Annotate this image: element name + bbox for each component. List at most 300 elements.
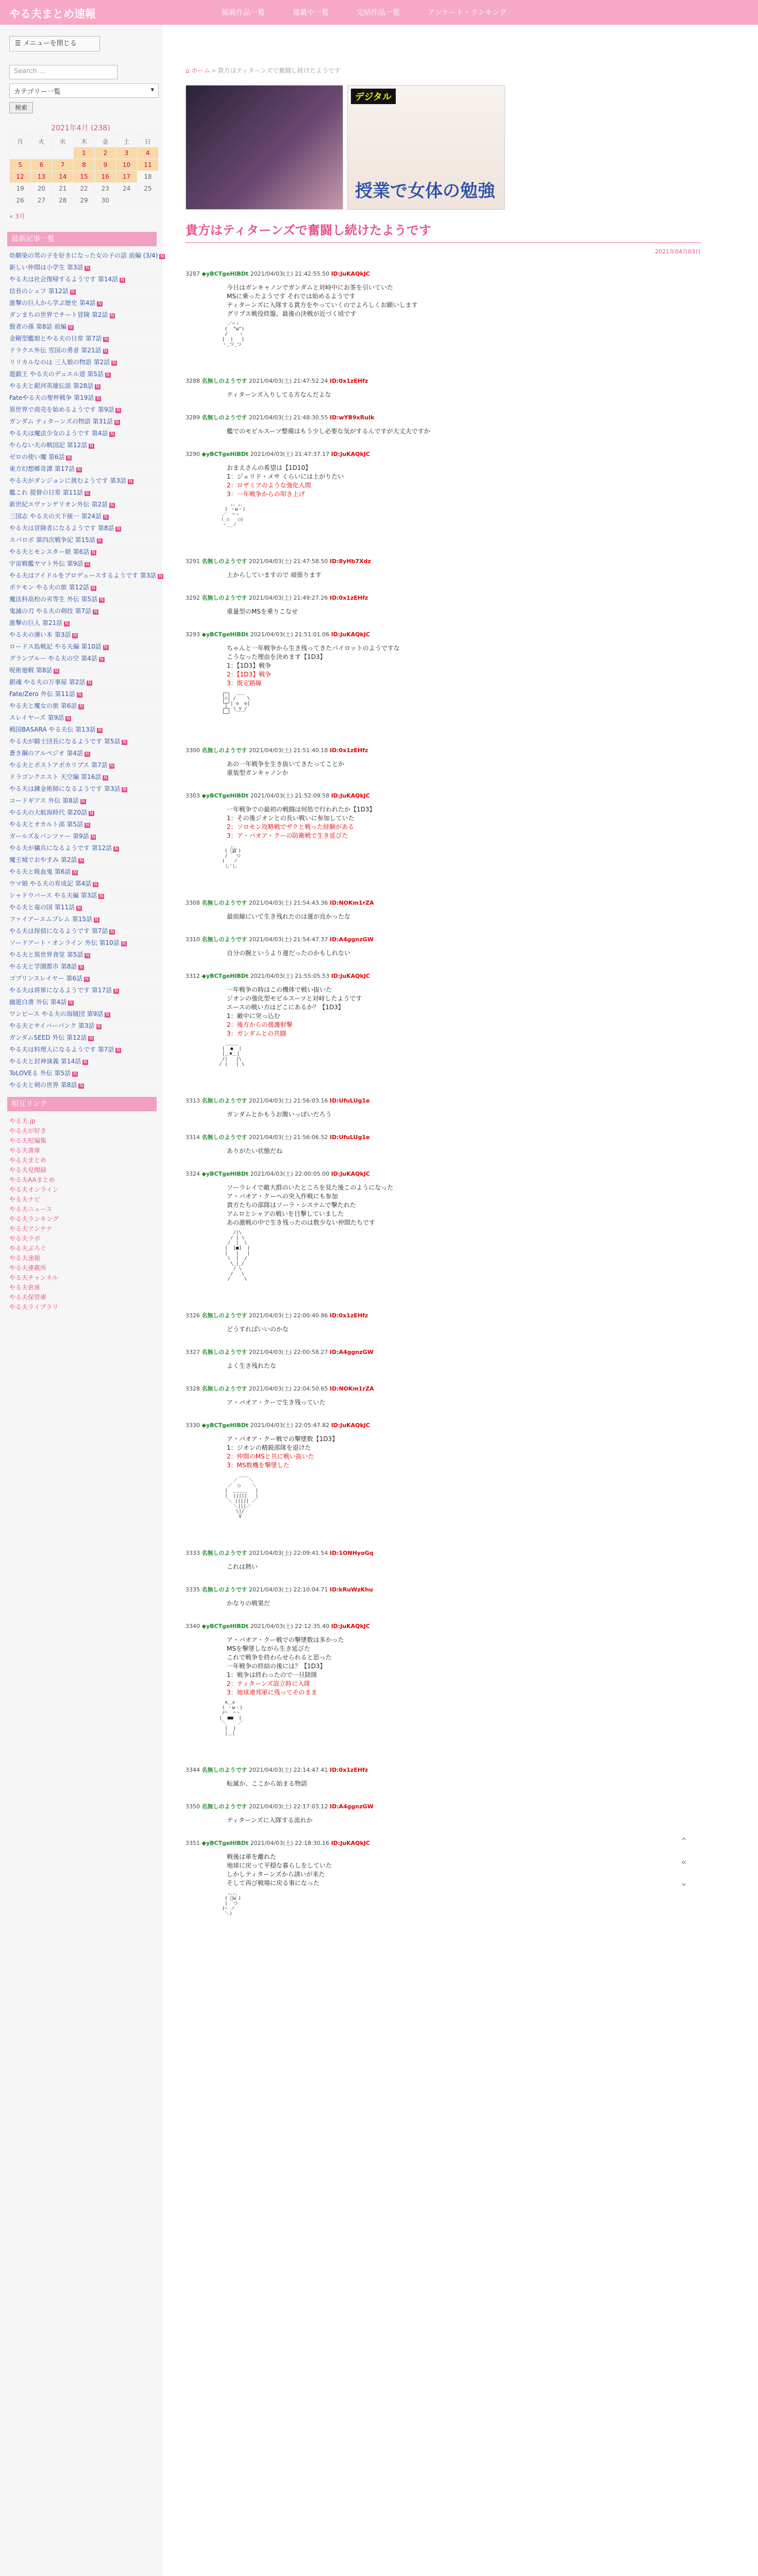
new-badge-icon: N: [89, 1036, 93, 1041]
rss-item[interactable]: [9, 653, 159, 665]
post-number: 3333: [186, 1550, 200, 1556]
rss-item[interactable]: [9, 701, 159, 713]
new-badge-icon: N: [110, 929, 114, 935]
post-id: ID:JuKAQkJC: [331, 973, 370, 979]
calendar-day[interactable]: 23: [95, 183, 116, 195]
calendar-day[interactable]: 18: [137, 171, 158, 183]
post-body: [227, 986, 701, 1038]
rss-item[interactable]: [9, 713, 159, 724]
rss-item-label: やる夫の大航海時代 第20話: [9, 809, 88, 816]
post: [186, 972, 701, 1082]
rss-item[interactable]: [9, 902, 159, 914]
post-line: 3：既定路線: [227, 680, 262, 687]
new-badge-icon: N: [110, 432, 114, 437]
post-body: [227, 1599, 701, 1608]
post-id: ID:A4ggnzGW: [329, 936, 374, 943]
post-id: ID:0x1zEHfz: [329, 378, 368, 384]
rss-item[interactable]: [9, 440, 159, 452]
post-number: 3310: [186, 936, 200, 943]
post: [186, 557, 701, 580]
rss-item-label: 賢者の孫 第8話 前編: [9, 323, 67, 330]
rss-item[interactable]: [9, 535, 159, 547]
rss-item[interactable]: [9, 1044, 159, 1056]
post-author: ◆yBCTgeHlBDt: [201, 1422, 249, 1429]
links-section-title: 相互リンク: [7, 1097, 157, 1111]
breadcrumb-home[interactable]: ホーム: [191, 67, 210, 74]
post-body: [227, 805, 701, 840]
post-line: これは熱い: [227, 1563, 258, 1570]
calendar-day[interactable]: 22: [73, 183, 94, 195]
rss-item[interactable]: [9, 819, 159, 831]
post-body: [227, 607, 701, 616]
nav-item[interactable]: 掲載作品一覧: [222, 9, 265, 17]
calendar-day[interactable]: 29: [73, 195, 94, 207]
rss-item[interactable]: [9, 274, 159, 286]
post-number: 3300: [186, 747, 200, 754]
post-body: [227, 464, 701, 499]
new-badge-icon: N: [98, 728, 102, 733]
calendar-weekday: 金: [95, 135, 116, 147]
rss-item[interactable]: [9, 795, 159, 807]
new-badge-icon: N: [73, 1072, 77, 1077]
post-body: [227, 1398, 701, 1407]
rss-item[interactable]: [9, 618, 159, 630]
post-line: ティターンズに入隊する貴方をやっていくのでよろしくお願いします: [227, 301, 418, 309]
post: [186, 1133, 701, 1156]
rss-item[interactable]: [9, 511, 159, 523]
post-number: 3290: [186, 451, 200, 457]
link-item[interactable]: やる夫チャンネル: [9, 1274, 59, 1281]
rss-item[interactable]: [9, 807, 159, 819]
rss-item[interactable]: [9, 1068, 159, 1080]
post-author: 名無しのようです: [201, 1550, 247, 1556]
link-item[interactable]: やる夫ランキング: [9, 1215, 59, 1223]
new-badge-icon: N: [85, 752, 89, 757]
link-item[interactable]: やる夫書庫: [9, 1147, 41, 1154]
ascii-art: ,､,､ ( ﾟωﾟ) | つ (⌒ ノ ＼): [222, 1891, 241, 1917]
new-badge-icon: N: [86, 953, 90, 958]
nav-item[interactable]: 連載中一覧: [293, 9, 329, 17]
rss-item[interactable]: [9, 973, 159, 985]
link-item[interactable]: やる夫ラボ: [9, 1235, 41, 1242]
rss-item[interactable]: [9, 641, 159, 653]
new-badge-icon: N: [77, 906, 81, 911]
rss-item[interactable]: [9, 606, 159, 618]
calendar-day[interactable]: 28: [52, 195, 73, 207]
rss-item[interactable]: [9, 558, 159, 570]
nav-item[interactable]: 完結作品一覧: [357, 9, 400, 17]
rss-item[interactable]: [9, 748, 159, 760]
rss-item[interactable]: [9, 890, 159, 902]
calendar-day[interactable]: 15: [73, 171, 94, 183]
rss-item[interactable]: [9, 381, 159, 393]
calendar-day[interactable]: 21: [52, 183, 73, 195]
post-header: [186, 1622, 701, 1631]
rss-item[interactable]: [9, 416, 159, 428]
calendar-day[interactable]: 19: [10, 183, 31, 195]
rss-item[interactable]: [9, 1009, 159, 1021]
post-line: かなりの戦果だ: [227, 1600, 271, 1607]
rss-item-label: 幽遊白書 外伝 第4話: [9, 998, 67, 1006]
rss-item[interactable]: [9, 985, 159, 997]
post-timestamp: 2021/04/03(土) 21:49:27.26: [249, 595, 328, 601]
calendar-day[interactable]: 30: [95, 195, 116, 207]
rss-item-label: やる夫の薄い本 第3話: [9, 631, 71, 638]
post-line: 1：敵中に突っ込む: [227, 1012, 280, 1020]
post-line: 3：地球連邦軍に残ってそのまま: [227, 1689, 317, 1696]
rss-item[interactable]: [9, 393, 159, 404]
link-item[interactable]: やる夫ぶろぐ: [9, 1245, 47, 1252]
rss-item[interactable]: [9, 547, 159, 558]
rss-item[interactable]: [9, 298, 159, 310]
banner-image-right[interactable]: [347, 85, 505, 210]
rss-item-label: 進撃の巨人から学ぶ歴史 第4話: [9, 299, 96, 307]
post-id: ID:JuKAQkJC: [331, 270, 370, 277]
new-badge-icon: N: [91, 835, 95, 840]
rss-item-label: 魔王城でおやすみ 第2話: [9, 856, 77, 863]
calendar-day[interactable]: 20: [31, 183, 52, 195]
rss-item[interactable]: [9, 286, 159, 298]
banner-image-left[interactable]: [186, 85, 343, 210]
rss-item[interactable]: [9, 262, 159, 274]
post-timestamp: 2021/04/03(土) 22:10:04.71: [249, 1586, 328, 1593]
post-line: ありがたい状態だね: [227, 1147, 283, 1155]
link-item[interactable]: やる夫アンテナ: [9, 1225, 53, 1232]
nav-item[interactable]: アンケート・ランキング: [428, 9, 507, 17]
post-author: 名無しのようです: [201, 747, 247, 754]
new-badge-icon: N: [94, 882, 97, 887]
rss-item[interactable]: [9, 570, 163, 582]
rss-item-label: 異世界で商売を始めるようです 第9話: [9, 406, 114, 413]
link-item[interactable]: やる夫まとめ: [9, 1157, 47, 1164]
new-badge-icon: N: [110, 313, 114, 318]
post-line: ちゃんと一年戦争から生き残ってきたパイロットのようですな: [227, 645, 400, 652]
new-badge-icon: N: [86, 266, 90, 271]
new-badge-icon: N: [100, 598, 104, 603]
post-header: [186, 936, 701, 944]
link-item[interactable]: やる夫ライブラリ: [9, 1303, 59, 1311]
post-header: [186, 1133, 701, 1142]
rss-item[interactable]: [9, 630, 159, 641]
rss-item[interactable]: [9, 404, 159, 416]
rss-item-label: やる夫は料理人になるようです 第7話: [9, 1046, 114, 1053]
ad-banner[interactable]: [186, 85, 701, 210]
post: [186, 936, 701, 958]
calendar-day[interactable]: 17: [116, 171, 137, 183]
rss-item[interactable]: [9, 333, 159, 345]
post: [186, 1586, 701, 1608]
link-item[interactable]: やる夫保管庫: [9, 1294, 47, 1301]
rss-item[interactable]: [9, 689, 159, 701]
menu-toggle-button[interactable]: [9, 36, 100, 52]
rss-item[interactable]: [9, 997, 159, 1009]
rss-item[interactable]: [9, 855, 159, 867]
post-timestamp: 2021/04/03(土) 22:00:58.27: [249, 1349, 328, 1355]
rss-item-label: ガールズ＆パンツァー 第9話: [9, 833, 89, 840]
post-line: ガンダムとかもうお腹いっぱいだろう: [227, 1111, 332, 1118]
post-body: [227, 1147, 701, 1156]
rss-item[interactable]: [9, 914, 159, 926]
collapse-icon[interactable]: «: [681, 1857, 687, 1868]
rss-item[interactable]: [9, 310, 159, 321]
rss-item[interactable]: [9, 487, 159, 499]
rss-item[interactable]: [9, 736, 159, 748]
post-header: [186, 1803, 701, 1811]
post-line: ア・バオア・クーで生き残っていた: [227, 1399, 326, 1406]
rss-item-label: ソードアート・オンライン 外伝 第10話: [9, 939, 120, 946]
rss-item[interactable]: [9, 464, 159, 476]
calendar-day[interactable]: 16: [95, 171, 116, 183]
rss-item[interactable]: [9, 950, 159, 961]
rss-item[interactable]: [9, 831, 159, 843]
new-badge-icon: N: [104, 515, 108, 520]
post-header: [186, 1312, 701, 1320]
new-badge-icon: N: [92, 550, 95, 555]
post-id: ID:JuKAQkJC: [331, 451, 370, 457]
link-item[interactable]: やる夫連載所: [9, 1264, 47, 1272]
post-line: アムロとシャアの戦いを目撃していました: [227, 1210, 344, 1217]
calendar-day[interactable]: 6: [31, 159, 52, 171]
rss-item-label: やる夫は冒険者になるようです 第8話: [9, 524, 114, 532]
calendar-day: [116, 195, 137, 207]
calendar-day[interactable]: 10: [116, 159, 137, 171]
rss-item[interactable]: [9, 926, 159, 938]
post: [186, 792, 701, 885]
post-line: 2：【1D3】戦争: [227, 671, 272, 678]
links-list: [9, 1116, 159, 1312]
rss-item[interactable]: [9, 250, 164, 262]
rss-item[interactable]: [9, 784, 159, 795]
calendar-day[interactable]: 2: [95, 147, 116, 159]
link-item[interactable]: やる夫.jp: [9, 1117, 36, 1125]
rss-item[interactable]: [9, 357, 159, 369]
link-item[interactable]: やる夫ニュース: [9, 1206, 53, 1213]
rss-item-label: ドラゴンクエスト 天空編 第16話: [9, 773, 102, 781]
calendar-day: [52, 147, 73, 159]
rss-item[interactable]: [9, 938, 159, 950]
post-line: 今日はガンキャノンでガンダムと対峙中にお茶を引いていた: [227, 284, 394, 291]
post-line: 自分の腕というより運だったのかもしれない: [227, 950, 351, 957]
search-button[interactable]: 検索: [9, 102, 33, 113]
main-content: [186, 25, 701, 2576]
link-item[interactable]: やる夫見聞録: [9, 1166, 47, 1174]
rss-item-label: 蒼き鋼のアルペジオ 第4話: [9, 750, 83, 757]
new-badge-icon: N: [104, 349, 108, 354]
calendar-day[interactable]: 26: [10, 195, 31, 207]
new-badge-icon: N: [114, 846, 118, 852]
new-badge-icon: N: [94, 609, 97, 615]
post-author: 名無しのようです: [201, 1803, 247, 1810]
link-item[interactable]: やる夫オンライン: [9, 1186, 59, 1193]
calendar-day[interactable]: 24: [116, 183, 137, 195]
breadcrumb: [186, 66, 701, 75]
scroll-top-icon[interactable]: ⌃: [680, 1836, 688, 1847]
new-badge-icon: N: [88, 681, 91, 686]
menu-icon: ☰: [15, 40, 23, 47]
rss-item[interactable]: [9, 760, 159, 772]
rss-item[interactable]: [9, 321, 159, 333]
link-item[interactable]: やる夫倉庫: [9, 1284, 41, 1291]
calendar-day[interactable]: 12: [10, 171, 31, 183]
post-line: ソーラレイで敵大群のいたところを見た後このようになった: [227, 1184, 394, 1191]
rss-item[interactable]: [9, 476, 159, 487]
new-badge-icon: N: [104, 337, 108, 342]
new-badge-icon: N: [104, 775, 108, 781]
link-item[interactable]: やる夫が好き: [9, 1127, 47, 1134]
calendar-day[interactable]: 11: [137, 159, 158, 171]
site-logo[interactable]: やる夫まとめ速報: [9, 8, 96, 20]
rss-item-label: やる夫は探偵になるようです 第7話: [9, 927, 108, 935]
rss-item-label: シャドウバース やる夫編 第3話: [9, 892, 97, 899]
rss-item-label: Fate/Zero 外伝 第11話: [9, 690, 75, 698]
rss-item-label: 信長のシェフ 第12話: [9, 287, 69, 295]
post-body: [227, 949, 701, 958]
calendar-day[interactable]: 1: [73, 147, 94, 159]
calendar-day[interactable]: 3: [116, 147, 137, 159]
calendar-day[interactable]: 5: [10, 159, 31, 171]
post-id: ID:0x1zEHfz: [329, 747, 368, 754]
rss-item-label: やる夫はアイドルをプロデュースするようです 第3話: [9, 572, 157, 579]
rss-item[interactable]: [9, 867, 159, 878]
post-author: 名無しのようです: [201, 1349, 247, 1355]
calendar-day[interactable]: 4: [137, 147, 158, 159]
post-id: ID:wYB9xRuIk: [329, 414, 375, 421]
scroll-bottom-icon[interactable]: ⌄: [680, 1877, 688, 1888]
post-body: [227, 644, 701, 688]
rss-item-label: ゼロの使い魔 第6話: [9, 453, 65, 461]
calendar-day[interactable]: 13: [31, 171, 52, 183]
rss-item-label: ファイアーエムブレム 第15話: [9, 916, 93, 923]
rss-item[interactable]: [9, 1032, 159, 1044]
post: [186, 1766, 701, 1788]
post-number: 3312: [186, 973, 200, 979]
calendar-day[interactable]: 8: [73, 159, 94, 171]
post-line: ア・バオア・クー戦での撃墜数【1D3】: [227, 1435, 339, 1443]
rss-item[interactable]: [9, 878, 159, 890]
new-badge-icon: N: [77, 467, 81, 472]
rss-item-label: 銀魂 やる夫の万事屋 第2話: [9, 679, 86, 686]
new-badge-icon: N: [160, 254, 164, 259]
post-number: 3350: [186, 1803, 200, 1810]
calendar-day[interactable]: 14: [52, 171, 73, 183]
new-badge-icon: N: [110, 503, 114, 508]
rss-item[interactable]: [9, 724, 159, 736]
rss-item[interactable]: [9, 499, 159, 511]
rss-item[interactable]: [9, 452, 159, 464]
rss-item[interactable]: [9, 594, 159, 606]
rss-item-label: やる夫は社会復帰するようです 第14話: [9, 276, 119, 283]
rss-item-label: やる夫と吸血鬼 第6話: [9, 868, 71, 875]
rss-item-label: ロードス島戦記 やる夫編 第10話: [9, 643, 102, 650]
calendar-day[interactable]: 25: [137, 183, 158, 195]
post-author: ◆yBCTgeHlBDt: [201, 973, 249, 979]
post-body: [227, 1853, 701, 1888]
rss-item-label: やる夫とサイバーパンク 第3話: [9, 1022, 95, 1029]
post-timestamp: 2021/04/03(土) 21:51:40.18: [249, 747, 328, 754]
post-header: [186, 557, 701, 566]
post-body: [227, 1780, 701, 1788]
rss-item[interactable]: [9, 345, 159, 357]
rss-item[interactable]: [9, 1021, 159, 1032]
calendar-day[interactable]: 9: [95, 159, 116, 171]
link-item[interactable]: やる夫AAまとめ: [9, 1176, 55, 1183]
post-author: 名無しのようです: [201, 900, 247, 906]
post-line: 3：MS数機を撃墜した: [227, 1462, 290, 1469]
post-line: ジオンの強化型モビルスーツと対峙したようです: [227, 995, 362, 1002]
rss-item[interactable]: [9, 772, 159, 784]
new-badge-icon: N: [83, 1060, 87, 1065]
post-id: ID:JuKAQkJC: [331, 1623, 370, 1630]
banner-text: 授業で女体の勉強: [355, 181, 495, 201]
post-author: 名無しのようです: [201, 1385, 247, 1392]
breadcrumb-current: 貴方はティターンズで奮闘し続けたようです: [217, 67, 341, 74]
calendar-day: [31, 147, 52, 159]
new-badge-icon: N: [55, 669, 59, 674]
prev-month-link[interactable]: « 3月: [9, 213, 25, 220]
rss-item[interactable]: [9, 1080, 159, 1092]
post-timestamp: 2021/04/03(土) 21:55:05.53: [250, 973, 330, 979]
post-id: ID:JuKAQkJC: [331, 631, 370, 638]
calendar-day[interactable]: 7: [52, 159, 73, 171]
rss-item-label: 鬼滅の刃 やる夫の剣技 第7話: [9, 607, 92, 615]
rss-item[interactable]: [9, 665, 159, 677]
category-select[interactable]: [9, 83, 159, 98]
calendar-day[interactable]: 27: [31, 195, 52, 207]
new-badge-icon: N: [122, 941, 126, 946]
rss-item-label: やる夫は錬金術師になるようです 第3話: [9, 785, 121, 792]
rss-item[interactable]: [9, 843, 159, 855]
post-author: 名無しのようです: [201, 1134, 247, 1141]
post-line: 2：ソロモン攻略戦でザクと戦った経験がある: [227, 823, 355, 831]
new-badge-icon: N: [99, 657, 104, 662]
post-id: ID:JuKAQkJC: [331, 1840, 370, 1846]
post-number: 3291: [186, 558, 200, 565]
calendar-weekday: 月: [10, 135, 31, 147]
post-line: ア・バオア・クーへの突入作戦にも参加: [227, 1193, 338, 1200]
calendar-weekday: 木: [73, 135, 94, 147]
post-author: 名無しのようです: [201, 595, 247, 601]
rss-item[interactable]: [9, 523, 159, 535]
post-timestamp: 2021/04/03(土) 21:54:47.37: [249, 936, 328, 943]
new-badge-icon: N: [79, 704, 83, 709]
rss-item[interactable]: [9, 582, 159, 594]
home-icon[interactable]: ⌂: [186, 67, 190, 74]
rss-item[interactable]: [9, 961, 159, 973]
rss-item[interactable]: [9, 1056, 159, 1068]
post-line: よく生き残れたな: [227, 1362, 277, 1369]
post-line: ティターンズに入隊する流れか: [227, 1817, 313, 1824]
new-badge-icon: N: [66, 716, 70, 721]
link-item[interactable]: やる夫速報: [9, 1255, 41, 1262]
ascii-art: /|\ / | \ / | \ | [■] | | | | \ | / \_|_/ / \ / \ / \: [225, 1230, 250, 1282]
rss-section-title: 最新記事一覧: [7, 232, 157, 246]
rss-item[interactable]: [9, 369, 159, 381]
post-line: 戦後は軍を離れた: [227, 1853, 277, 1860]
rss-item[interactable]: [9, 677, 159, 689]
post-number: 3344: [186, 1767, 200, 1773]
search-input[interactable]: Search …: [9, 65, 117, 79]
post: [186, 1348, 701, 1370]
rss-item[interactable]: [9, 428, 159, 440]
link-item[interactable]: やる夫短編集: [9, 1137, 47, 1144]
menu-button-label: メニューを閉じる: [23, 40, 77, 47]
post: [186, 1097, 701, 1119]
post-line: あの一年戦争を生き抜いてきたってことか: [227, 760, 345, 768]
post-id: ID:UfuLUg1e: [329, 1097, 370, 1104]
post: [186, 1839, 701, 1932]
post-number: 3326: [186, 1312, 200, 1319]
link-item[interactable]: やる夫ナビ: [9, 1196, 41, 1203]
